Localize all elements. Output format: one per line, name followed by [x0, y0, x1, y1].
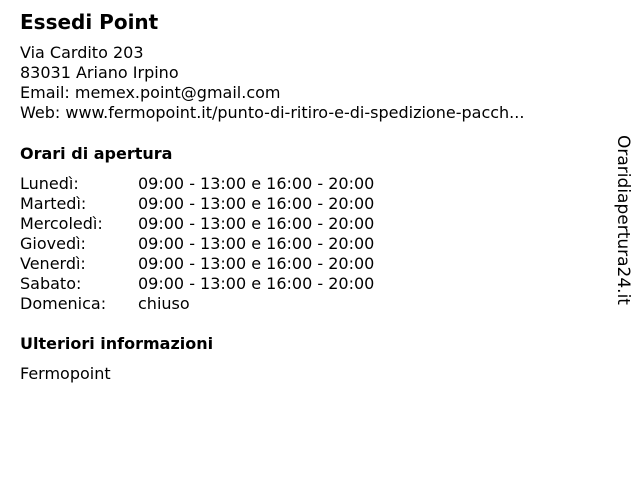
day-label: Lunedì:: [20, 174, 79, 193]
web-line: Web: www.fermopoint.it/punto-di-ritiro-e-di-spedizione-pacch...: [20, 103, 525, 122]
day-label: Domenica:: [20, 294, 107, 313]
day-hours: chiuso: [138, 294, 190, 313]
opening-hours-heading: Orari di apertura: [20, 144, 173, 163]
address-line-street: Via Cardito 203: [20, 43, 144, 62]
day-label: Mercoledì:: [20, 214, 103, 233]
day-label: Venerdì:: [20, 254, 86, 273]
day-hours: 09:00 - 13:00 e 16:00 - 20:00: [138, 174, 375, 193]
email-line: Email: memex.point@gmail.com: [20, 83, 281, 102]
day-hours: 09:00 - 13:00 e 16:00 - 20:00: [138, 274, 375, 293]
additional-info-text: Fermopoint: [20, 364, 111, 383]
site-watermark: Oraridiapertura24.it: [613, 135, 633, 305]
day-hours: 09:00 - 13:00 e 16:00 - 20:00: [138, 214, 375, 233]
day-hours: 09:00 - 13:00 e 16:00 - 20:00: [138, 254, 375, 273]
day-label: Giovedì:: [20, 234, 86, 253]
day-label: Sabato:: [20, 274, 82, 293]
address-line-city: 83031 Ariano Irpino: [20, 63, 179, 82]
additional-info-heading: Ulteriori informazioni: [20, 334, 214, 353]
day-hours: 09:00 - 13:00 e 16:00 - 20:00: [138, 194, 375, 213]
day-hours: 09:00 - 13:00 e 16:00 - 20:00: [138, 234, 375, 253]
business-contact-info: [20, 43, 524, 123]
business-name: Essedi Point: [20, 10, 159, 34]
day-label: Martedì:: [20, 194, 87, 213]
